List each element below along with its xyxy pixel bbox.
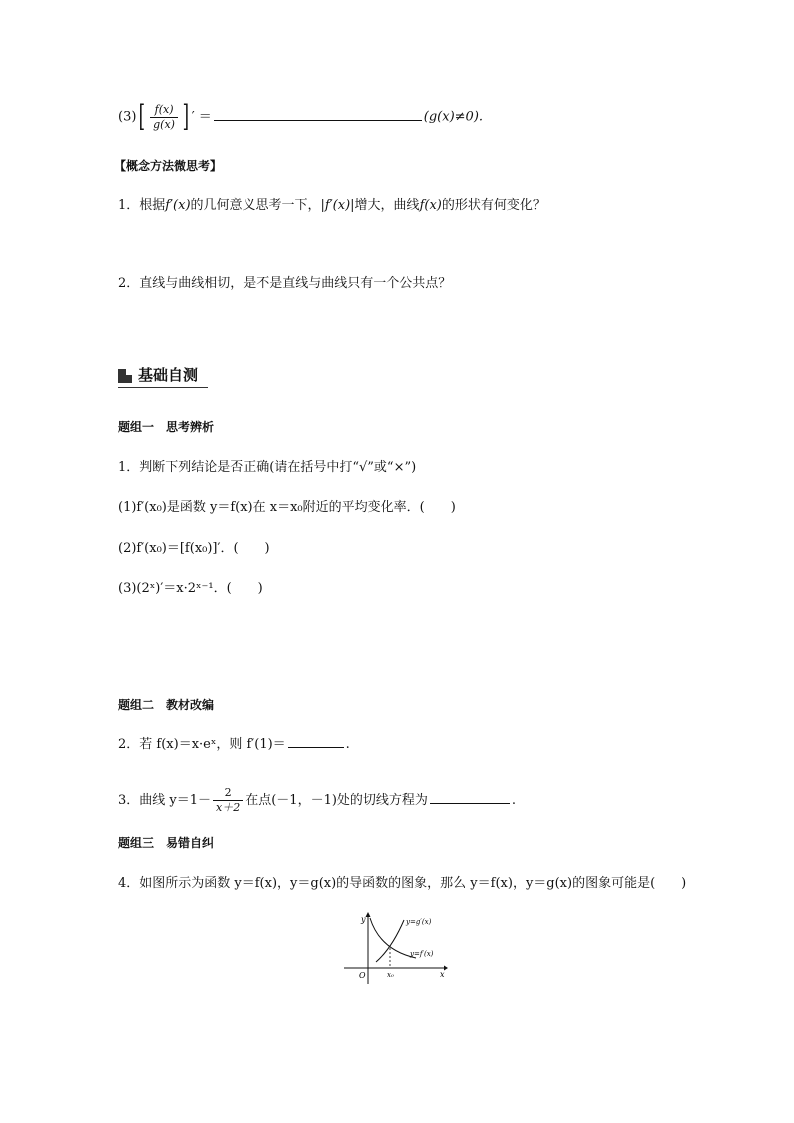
x-axis-arrow [444, 966, 448, 971]
x-axis-label: x [440, 970, 445, 979]
cq1-part-c: 的几何意义思考一下，| [190, 198, 325, 213]
answer-blank-quotient[interactable] [214, 119, 422, 121]
right-bracket: ] [182, 99, 190, 134]
concept-question-1 [118, 197, 546, 215]
question-4: 4．如图所示为函数 y＝f(x)，y＝g(x)的导函数的图象，那么 y＝f(x)，y＝g(x)的图象可能是( ) [118, 876, 687, 891]
origin-label: O [359, 971, 366, 980]
quotient-fraction [150, 103, 178, 132]
q3-numerator: 2 [213, 786, 243, 801]
concept-heading: 【概念方法微思考】 [114, 159, 223, 173]
q3-fraction [213, 786, 243, 815]
section-header [118, 366, 198, 384]
cq1-part-a: 1．根据 [118, 198, 166, 213]
section-underline [118, 387, 208, 388]
judge-item-3: (3)(2ˣ)′＝x·2ˣ⁻¹．( ) [118, 581, 263, 596]
concept-question-2: 2．直线与曲线相切，是不是直线与曲线只有一个公共点？ [118, 276, 452, 291]
answer-blank-q3[interactable] [430, 802, 510, 804]
q2-end: . [345, 737, 350, 752]
question-2 [118, 736, 350, 754]
g-prime-label: y=g′(x) [406, 918, 432, 926]
f-prime-label: y=f′(x) [410, 950, 434, 958]
cq1-part-g: 的形状有何变化？ [441, 198, 546, 213]
judge-item-1: (1)f′(x₀)是函数 y＝f(x)在 x＝x₀附近的平均变化率．( ) [118, 500, 456, 515]
curve-g-prime [376, 920, 404, 962]
cq1-part-e: |增大，曲线 [350, 198, 420, 213]
derivative-graph [344, 910, 454, 985]
section-title: 基础自测 [138, 366, 199, 384]
group-2-title: 题组二 教材改编 [118, 698, 215, 712]
judge-item-2: (2)f′(x₀)＝[f(x₀)]′．( ) [118, 541, 270, 556]
q3-denominator: x＋2 [216, 801, 241, 814]
left-bracket: [ [139, 99, 146, 134]
q3-text-a: 3．曲线 y＝1－ [118, 793, 212, 808]
group-1-title: 题组一 思考辨析 [118, 420, 215, 434]
quotient-rule-line [118, 99, 484, 134]
answer-blank-q2[interactable] [288, 746, 344, 748]
x0-label: x₀ [387, 971, 394, 979]
cq1-part-d: f′(x) [324, 198, 351, 213]
cq1-part-f: f(x) [419, 198, 442, 213]
group-3-title: 题组三 易错自纠 [118, 836, 215, 850]
quotient-prime: ′ ＝ [191, 109, 212, 125]
q3-label: (3) [118, 109, 137, 125]
y-axis-arrow [366, 912, 371, 917]
quotient-denominator: g(x) [153, 117, 175, 131]
q3-end: . [511, 793, 517, 808]
q2-text: 2．若 f(x)＝x·eˣ，则 f′(1)＝ [118, 737, 286, 752]
q3-text-b: 在点(－1，－1)处的切线方程为 [245, 793, 428, 808]
judge-intro: 1．判断下列结论是否正确(请在括号中打“√”或“×”) [118, 460, 417, 475]
section-square-icon [118, 369, 132, 383]
quotient-numerator: f(x) [150, 103, 178, 118]
question-3 [118, 786, 516, 815]
cq1-part-b: f′(x) [165, 198, 191, 213]
quotient-condition: (g(x)≠0). [423, 109, 484, 125]
y-axis-label: y [361, 915, 366, 924]
